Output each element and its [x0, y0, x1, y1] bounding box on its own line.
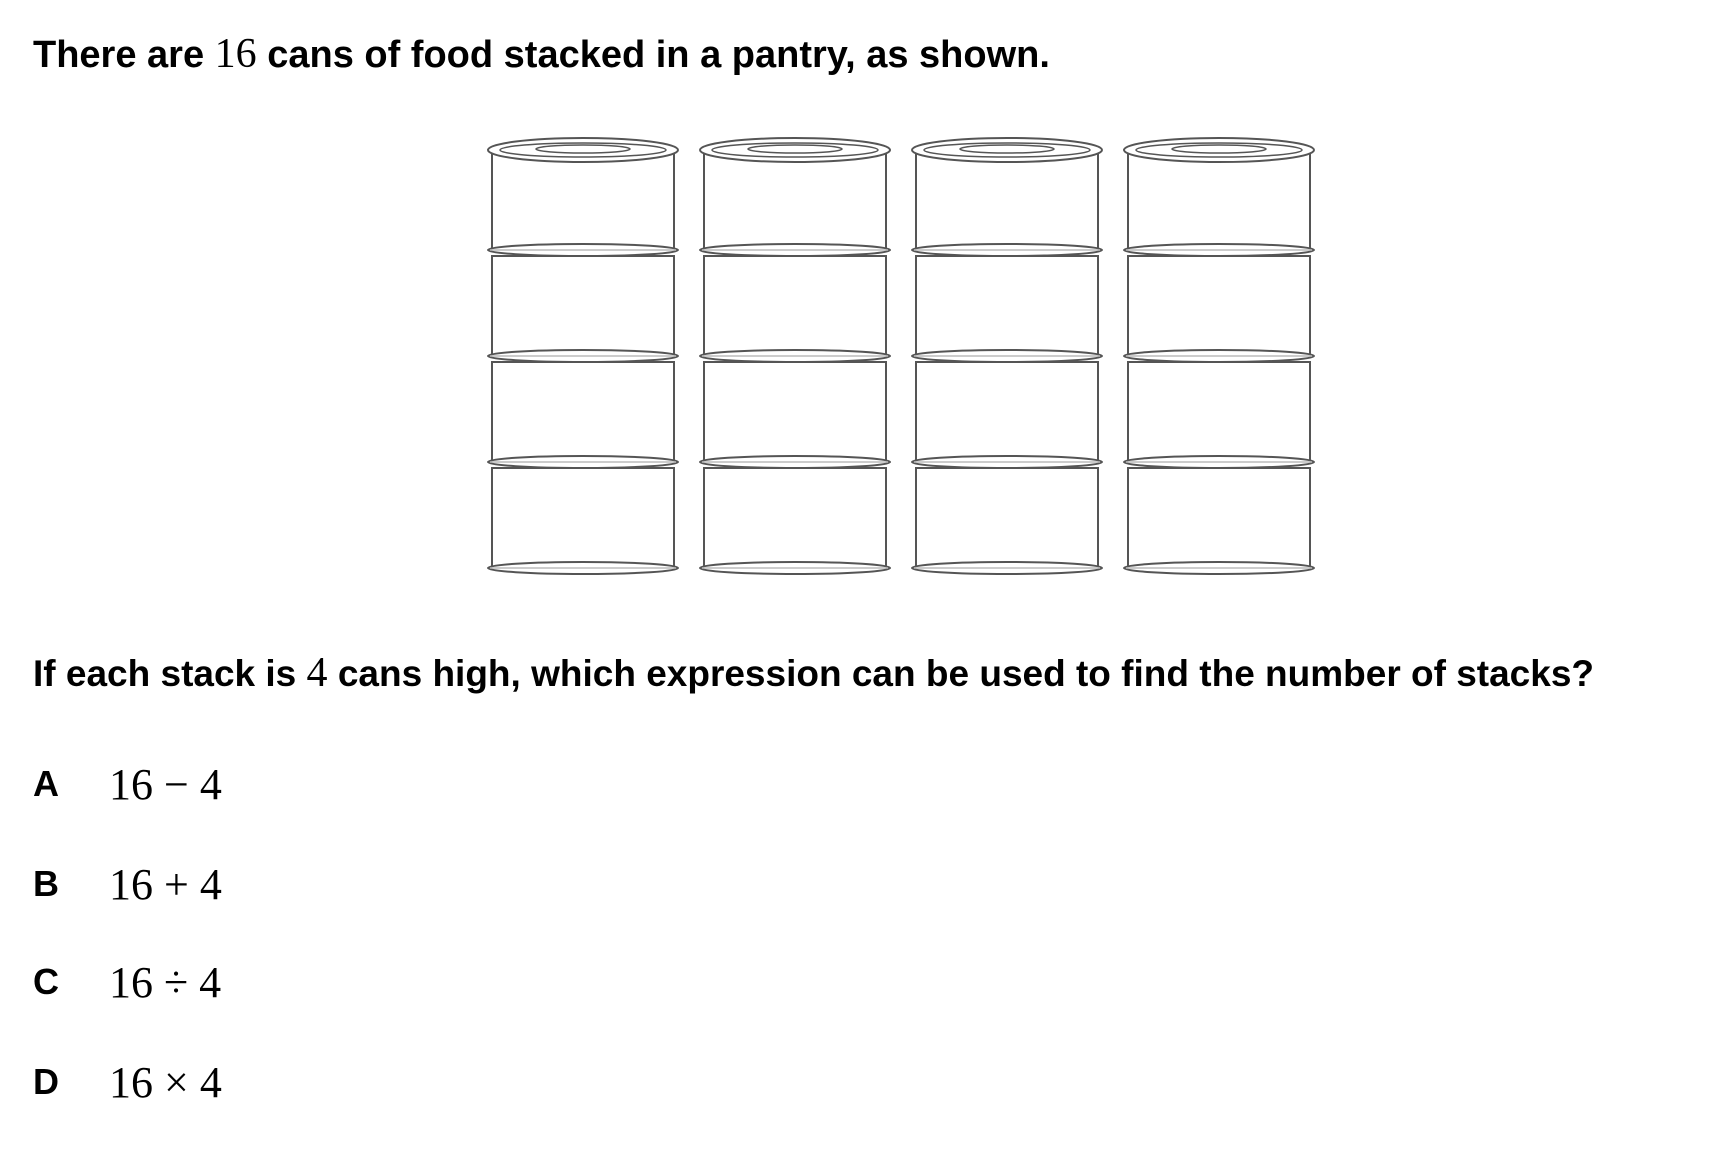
choice-letter: A — [33, 763, 59, 804]
choice-expression: 16 ÷ 4 — [109, 957, 222, 1007]
choice-expression: 16 − 4 — [109, 759, 222, 809]
can — [1124, 468, 1314, 574]
can — [488, 468, 678, 574]
prompt-text-end: cans of food stacked in a pantry, as shown. — [256, 34, 1050, 76]
choice-letter: B — [33, 863, 59, 904]
can — [700, 468, 890, 574]
can — [1124, 256, 1314, 362]
question-text — [33, 645, 1594, 702]
can — [700, 256, 890, 362]
choice-letter: D — [33, 1061, 59, 1102]
can — [488, 362, 678, 468]
can — [912, 468, 1102, 574]
stacked-cans-figure — [486, 136, 1316, 582]
can-body — [704, 256, 886, 356]
answer-choice-c[interactable] — [33, 952, 221, 1012]
can — [912, 138, 1102, 256]
can — [912, 362, 1102, 468]
can-lid — [700, 138, 890, 162]
problem-prompt — [33, 26, 1050, 83]
can-body — [704, 150, 886, 250]
can-body — [1128, 468, 1310, 568]
can-body — [916, 150, 1098, 250]
can — [488, 256, 678, 362]
can-stack — [1124, 138, 1314, 574]
question-text-start: If each stack is — [33, 653, 307, 694]
can — [1124, 362, 1314, 468]
can — [488, 138, 678, 256]
can-body — [916, 256, 1098, 356]
can-body — [1128, 256, 1310, 356]
can-body — [492, 362, 674, 462]
can-body — [492, 468, 674, 568]
choice-expression: 16 + 4 — [109, 859, 222, 909]
can-stack — [700, 138, 890, 574]
can-body — [916, 362, 1098, 462]
can-body — [916, 468, 1098, 568]
prompt-text-start: There are — [33, 34, 215, 76]
choice-expression: 16 × 4 — [109, 1057, 222, 1107]
can-body — [704, 362, 886, 462]
choice-letter: C — [33, 961, 59, 1002]
answer-choice-d[interactable] — [33, 1052, 222, 1112]
can — [700, 362, 890, 468]
can-lid — [912, 138, 1102, 162]
can — [1124, 138, 1314, 256]
can-body — [492, 150, 674, 250]
can — [912, 256, 1102, 362]
answer-choice-a[interactable] — [33, 754, 222, 814]
question-text-end: cans high, which expression can be used to find the number of stacks? — [327, 653, 1595, 694]
prompt-can-count: 16 — [214, 31, 257, 77]
can-lid — [488, 138, 678, 162]
can-body — [1128, 150, 1310, 250]
can-body — [1128, 362, 1310, 462]
answer-choice-b[interactable] — [33, 854, 222, 914]
can-body — [492, 256, 674, 356]
can-body — [704, 468, 886, 568]
can-stack — [488, 138, 678, 574]
question-stack-height: 4 — [306, 650, 328, 696]
can-stack — [912, 138, 1102, 574]
can — [700, 138, 890, 256]
can-lid — [1124, 138, 1314, 162]
